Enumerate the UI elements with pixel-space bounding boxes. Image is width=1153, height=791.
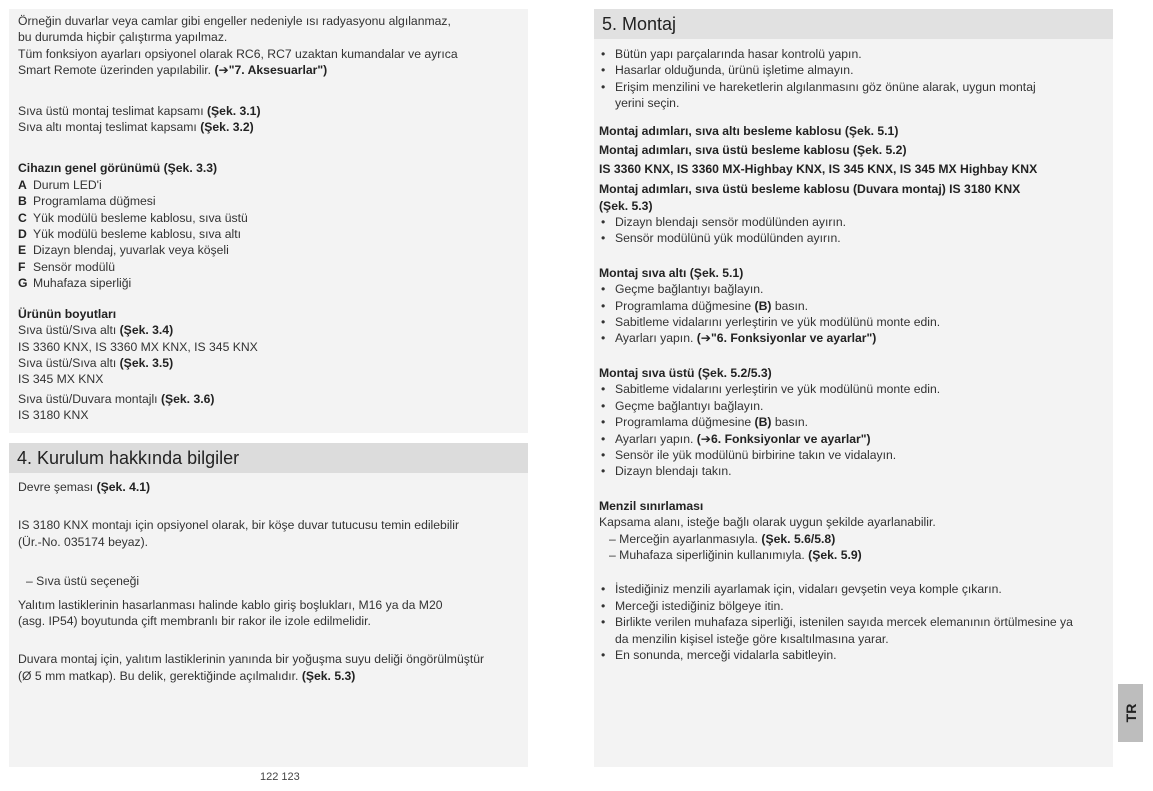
dims-models: IS 3180 KNX [18, 408, 89, 423]
overview-item [18, 193, 520, 209]
range-bullet: • Birlikte verilen muhafaza siperliği, istenilen sayıda mercek elemanının örtülmesine ya [599, 614, 1105, 630]
overview-item [18, 242, 520, 258]
fig-ref-3-2[interactable]: (Şek. 3.2) [200, 120, 254, 135]
fig-ref-5-3[interactable]: (Şek. 5.3) [301, 668, 356, 683]
item-letter: G [18, 276, 28, 291]
settings-ref[interactable]: (➔"6. Fonksiyonlar ve ayarlar") [696, 331, 877, 346]
intro-text: Smart Remote üzerinden yapılabilir. [18, 63, 215, 78]
dims-line [18, 355, 520, 371]
intro-line: bu durumda hiçbir çalıştırma yapılmaz. [18, 30, 228, 45]
overview-item [18, 210, 520, 226]
wiring-line [18, 479, 520, 495]
range-bullet: • En sonunda, merceği vidalarla sabitleyin. [599, 647, 1105, 663]
item-text: Dizayn blendaj, yuvarlak veya köşeli [33, 243, 229, 258]
range-heading: Menzil sınırlaması [599, 498, 704, 513]
steps-heading: IS 3360 KNX, IS 3360 MX-Highbay KNX, IS 345 KNX, IS 345 MX Highbay KNX [599, 161, 1038, 176]
fig-ref-3-4[interactable]: (Şek. 3.4) [119, 323, 174, 338]
drain-text: (Ø 5 mm matkap). Bu delik, gerektiğinde açılmalıdır. [18, 668, 302, 683]
corner-line: (Ür.-No. 035174 beyaz). [18, 534, 149, 549]
surface-heading: Montaj sıva üstü (Şek. 5.2/5.3) [599, 365, 772, 380]
steps-heading: Montaj adımları, sıva üstü besleme kablosu (Şek. 5.2) [599, 142, 907, 157]
accessories-ref[interactable]: (➔"7. Aksesuarlar") [214, 63, 328, 78]
dims-text: Sıva üstü/Duvara montajlı [18, 391, 161, 406]
overview-item [18, 259, 520, 275]
wiring-text: Devre şeması [18, 480, 97, 494]
range-intro: Kapsama alanı, isteğe bağlı olarak uygun şekilde ayarlanabilir. [599, 515, 936, 530]
item-letter: A [18, 177, 27, 192]
surface-bullet: • Dizayn blendajı takın. [599, 463, 1105, 479]
intro-line: Tüm fonksiyon ayarları opsiyonel olarak RC6, RC7 uzaktan kumandalar ve ayrıca [18, 46, 458, 61]
language-tab[interactable] [1118, 684, 1143, 742]
settings-ref[interactable]: (➔6. Fonksiyonlar ve ayarlar") [696, 431, 871, 446]
dims-models: IS 345 MX KNX [18, 372, 104, 387]
steps-bullet: • Sensör modülünü yük modülünden ayırın. [599, 230, 1105, 246]
item-letter: F [18, 259, 26, 274]
surface-text: Programlama düğmesine [615, 415, 755, 430]
scope-flush [18, 119, 520, 135]
section-5-panel [594, 9, 1113, 767]
surface-bullet: • Sabitleme vidalarını yerleştirin ve yük modülünü monte edin. [599, 381, 1105, 397]
drain-line [18, 668, 520, 684]
fig-ref-4-1[interactable]: (Şek. 4.1) [96, 480, 151, 494]
surface-bullet: • Sensör ile yük modülünü birbirine takın ve vidalayın. [599, 447, 1105, 463]
check-item: • Erişim menzilini ve hareketlerin algılanmasını göz önüne alarak, uygun montaj [599, 79, 1105, 95]
surface-text: basın. [771, 415, 809, 430]
drain-line: Duvara montaj için, yalıtım lastiklerinin yanında bir yoğuşma suyu deliği öngörülmüştür [18, 652, 485, 667]
seal-line: Yalıtım lastiklerinin hasarlanması halinde kablo giriş boşlukları, M16 ya da M20 [18, 597, 443, 612]
overview-heading [18, 160, 520, 176]
overview-item [18, 226, 520, 242]
section-5-title: 5. Montaj [594, 9, 1113, 39]
section-5-text [599, 46, 1105, 663]
flush-bullet [599, 330, 1105, 346]
fig-ref-3-5[interactable]: (Şek. 3.5) [119, 355, 174, 370]
range-dash [599, 531, 1105, 547]
corner-line: IS 3180 KNX montajı için opsiyonel olarak, bir köşe duvar tutucusu temin edilebilir [18, 518, 460, 533]
check-item: • Hasarlar olduğunda, ürünü işletime almayın. [599, 62, 1105, 78]
section-4-text [18, 479, 520, 684]
left-top-text [18, 13, 520, 424]
dims-text: Sıva üstü/Sıva altı [18, 323, 120, 338]
item-text: Sensör modülü [33, 259, 115, 274]
range-dash [599, 547, 1105, 563]
item-letter: D [18, 227, 27, 242]
surface-bullet [599, 414, 1105, 430]
intro-line: Örneğin duvarlar veya camlar gibi engeller nedeniyle ısı radyasyonu algılanmaz, [18, 14, 451, 28]
item-text: Yük modülü besleme kablosu, sıva üstü [33, 210, 248, 225]
flush-text: Programlama düğmesine [615, 298, 755, 313]
scope-surface [18, 103, 520, 119]
flush-text: Ayarları yapın. [615, 331, 697, 346]
surface-bullet: • Geçme bağlantıyı bağlayın. [599, 398, 1105, 414]
button-ref: (B) [754, 415, 772, 430]
range-bullet: • Merceği istediğiniz bölgeye itin. [599, 598, 1105, 614]
fig-ref-3-3[interactable]: (Şek. 3.3) [163, 161, 218, 176]
range-dash-text: – Muhafaza siperliğinin kullanımıyla. [609, 547, 809, 562]
dims-text: Sıva üstü/Sıva altı [18, 355, 120, 370]
dims-heading: Ürünün boyutları [18, 306, 117, 321]
section-4-panel [9, 443, 528, 767]
flush-heading: Montaj sıva altı (Şek. 5.1) [599, 265, 744, 280]
range-bullet: • İstediğiniz menzili ayarlamak için, vidaları gevşetin veya komple çıkarın. [599, 581, 1105, 597]
scope-flush-text: Sıva altı montaj teslimat kapsamı [18, 120, 201, 135]
fig-ref-5-9[interactable]: (Şek. 5.9) [808, 547, 862, 562]
overview-item [18, 275, 520, 291]
button-ref: (B) [754, 298, 772, 313]
steps-bullet: • Dizayn blendajı sensör modülünden ayırın. [599, 214, 1105, 230]
item-text: Programlama düğmesi [33, 194, 156, 209]
scope-surface-text: Sıva üstü montaj teslimat kapsamı [18, 103, 207, 118]
seal-line: (asg. IP54) boyutunda çift membranlı bir rakor ile izole edilmelidir. [18, 614, 371, 629]
fig-ref-3-6[interactable]: (Şek. 3.6) [160, 391, 215, 406]
item-letter: C [18, 210, 27, 225]
surface-bullet [599, 431, 1105, 447]
surface-text: Ayarları yapın. [615, 431, 697, 446]
left-top-panel [9, 9, 528, 433]
fig-ref-5-6[interactable]: (Şek. 5.6/5.8) [761, 531, 836, 546]
steps-heading: Montaj adımları, sıva altı besleme kablosu (Şek. 5.1) [599, 123, 899, 138]
range-dash-text: – Merceğin ayarlanmasıyla. [609, 531, 762, 546]
range-bullet-cont: da menzilin kişisel isteğe göre kısaltılmasına yarar. [615, 631, 889, 646]
check-item-cont: yerini seçin. [615, 96, 680, 111]
overview-title: Cihazın genel görünümü [18, 161, 164, 176]
surface-option: – Sıva üstü seçeneği [26, 574, 140, 589]
section-4-title: 4. Kurulum hakkında bilgiler [9, 443, 528, 473]
item-text: Durum LED'i [33, 177, 102, 192]
item-text: Yük modülü besleme kablosu, sıva altı [33, 227, 241, 242]
dims-models: IS 3360 KNX, IS 3360 MX KNX, IS 345 KNX [18, 339, 258, 354]
page-numbers: 122 123 [260, 771, 300, 783]
flush-text: basın. [771, 298, 809, 313]
steps-heading: (Şek. 5.3) [599, 198, 653, 213]
steps-heading: Montaj adımları, sıva üstü besleme kablosu (Duvara montaj) IS 3180 KNX [599, 181, 1021, 196]
item-letter: E [18, 243, 27, 258]
flush-bullet: • Geçme bağlantıyı bağlayın. [599, 281, 1105, 297]
overview-item [18, 177, 520, 193]
dims-line [18, 322, 520, 338]
check-item: • Bütün yapı parçalarında hasar kontrolü yapın. [599, 46, 1105, 62]
item-text: Muhafaza siperliği [33, 276, 132, 291]
item-letter: B [18, 194, 27, 209]
intro-line [18, 62, 520, 78]
flush-bullet: • Sabitleme vidalarını yerleştirin ve yük modülünü monte edin. [599, 314, 1105, 330]
fig-ref-3-1[interactable]: (Şek. 3.1) [206, 103, 261, 118]
flush-bullet [599, 298, 1105, 314]
dims-line [18, 391, 520, 407]
language-tab-label: TR [1122, 703, 1139, 723]
